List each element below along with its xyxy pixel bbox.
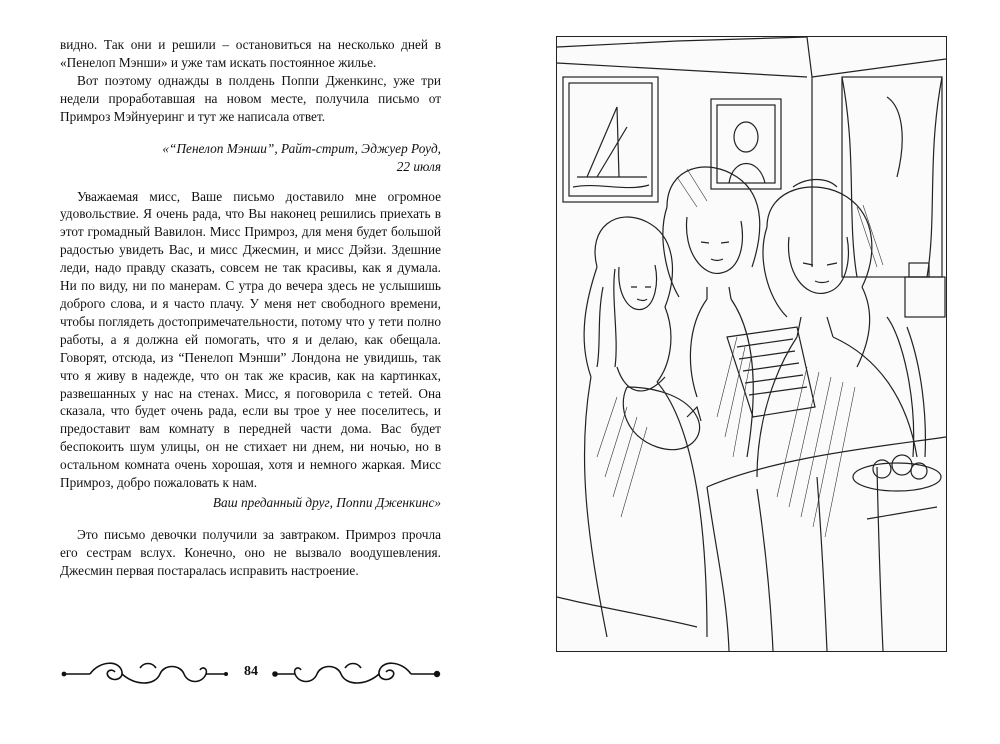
illustration — [556, 36, 947, 652]
letter-address — [60, 140, 441, 176]
page-footer — [60, 656, 441, 692]
letter-body: Уважаемая мисс, Ваше письмо доставило мне огромное удовольствие. Я очень рада, что Вы наконец решились приехать в этот громадный Вавилон. Мисс Примроз, для меня будет большой радостью увидеть Вас, и мисс Джесмин, и мисс Дэйзи. Здешние леди, надо правду сказать, совсем не так красивы, как я думала. Ни по виду, ни по манерам. С утра до вечера здесь не услышишь доброго слова, и я часто плачу. У меня нет свободного времени, чтобы поглядеть достопримечательности, потому что у тети полно работы, а я должна ей помогать, что я и делаю, как обещала. Говорят, отсюда, из “Пенелоп Мэнши” Лондона не увидишь, так что я живу в надежде, что он так же красив, как на картинках, развешанных у нас на стенах. Мисс, я поговорила с тетей. Она сказала, что будет очень рада, если вы трое у нее поселитесь, и предоставит вам комнату в передней части дома. Вас будет беспокоить шум улицы, он не стихает ни днем, ни ночью, но в остальном комната очень хорошая, хотя и немного жаркая. Мисс Примроз, добро пожаловать к нам. — [60, 188, 441, 491]
letter-address-line: «“Пенелоп Мэнши”, Райт-стрит, Эджуер Роуд, — [162, 140, 441, 156]
left-page — [60, 36, 441, 580]
scroll-ornament-icon — [60, 656, 230, 692]
scroll-ornament-icon-right — [271, 656, 441, 692]
letter-signature: Ваш преданный друг, Поппи Дженкинс» — [212, 494, 441, 510]
letter-date: 22 июля — [396, 158, 441, 174]
three-girls-reading-letter-illustration — [557, 37, 946, 651]
paragraph-after-letter: Это письмо девочки получили за завтраком. Примроз прочла его сестрам вслух. Конечно, оно не вызвало воодушевления. Джесмин первая постаралась исправить настроение. — [60, 526, 441, 578]
page-number: 84 — [244, 664, 258, 679]
paragraph-1: видно. Так они и решили – остановиться на несколько дней в «Пенелоп Мэнши» и уже там искать постоянное жилье. — [60, 37, 441, 70]
paragraph-2: Вот поэтому однажды в полдень Поппи Дженкинс, уже три недели проработавшая на новом месте, получила письмо от Примроз Мэйнуеринг и тут же написала ответ. — [60, 72, 441, 124]
